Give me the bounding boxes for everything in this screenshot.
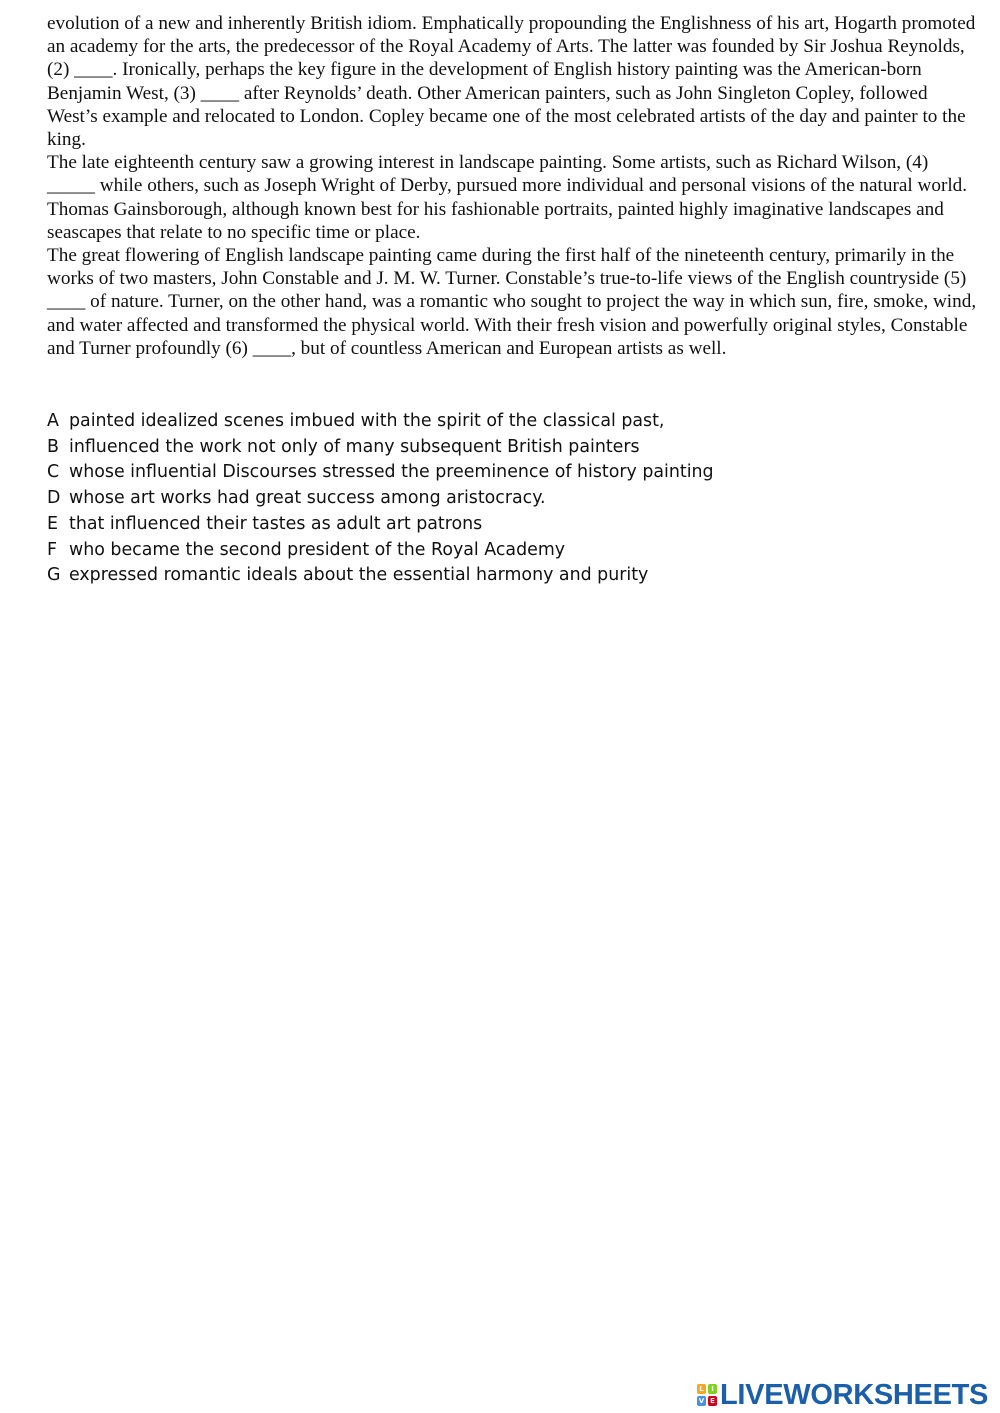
logo-wordmark: LIVEWORKSHEETS — [720, 1379, 989, 1411]
passage-paragraph-2: The late eighteenth century saw a growing interest in landscape painting. Some artists, such as Richard Wilson, (4) _____ while others, such as Joseph Wright of Derby, pursued more individual and personal visions of the natural world. Thomas Gainsborough, although known best for his fashionable portraits, painted highly imaginative landscapes and seascapes that relate to no specific time or place. — [47, 152, 968, 243]
answer-options-list — [47, 409, 947, 589]
option-letter: E — [47, 513, 58, 534]
liveworksheets-logo — [697, 1378, 988, 1412]
option-a — [47, 409, 947, 435]
option-letter: G — [47, 565, 61, 586]
option-letter: B — [47, 436, 59, 457]
logo-mark-icon — [697, 1384, 717, 1406]
option-b — [47, 435, 947, 461]
option-letter: F — [47, 539, 58, 560]
reading-passage — [47, 12, 977, 360]
logo-mark-square: I — [708, 1384, 717, 1394]
option-text: whose art works had great success among aristocracy. — [69, 488, 546, 509]
option-letter: D — [47, 488, 61, 509]
option-d — [47, 486, 947, 512]
logo-mark-square: E — [708, 1396, 717, 1406]
logo-mark-square: L — [697, 1384, 706, 1394]
option-text: whose influential Discourses stressed the preeminence of history painting — [69, 462, 714, 483]
option-text: who became the second president of the Royal Academy — [69, 539, 566, 560]
option-c — [47, 460, 947, 486]
option-text: influenced the work not only of many subsequent British painters — [69, 436, 640, 457]
option-text: painted idealized scenes imbued with the spirit of the classical past, — [69, 411, 665, 431]
option-text: that influenced their tastes as adult art patrons — [69, 513, 483, 534]
option-f — [47, 538, 947, 564]
option-e — [47, 512, 947, 538]
option-g — [47, 563, 947, 589]
option-letter: C — [47, 462, 60, 483]
option-letter: A — [47, 411, 59, 431]
logo-mark-square: V — [698, 1397, 705, 1405]
passage-paragraph-3: The great flowering of English landscape painting came during the first half of the nineteenth century, primarily in the works of two masters, John Constable and J. M. W. Turner. Constable’s true-to-life views of the English countryside (5) ____ of nature. Turner, on the other hand, was a romantic who sought to project the way in which sun, fire, smoke, wind, and water affected and transformed the physical world. With their fresh vision and powerfully original styles, Constable and Turner profoundly (6) ____, but of countless American and European artists as well. — [47, 245, 977, 359]
passage-paragraph-1: evolution of a new and inherently British idiom. Emphatically propounding the Englishness of his art, Hogarth promoted an academy for the arts, the predecessor of the Royal Academy of Arts. The latter was founded by Sir Joshua Reynolds, (2) ____. Ironically, perhaps the key figure in the development of English history painting was the American-born Benjamin West, (3) ____ after Reynolds’ death. Other American painters, such as John Singleton Copley, followed West’s example and relocated to London. Copley became one of the most celebrated artists of the day and painter to the king. — [47, 13, 976, 151]
option-text: expressed romantic ideals about the essential harmony and purity — [69, 565, 649, 586]
